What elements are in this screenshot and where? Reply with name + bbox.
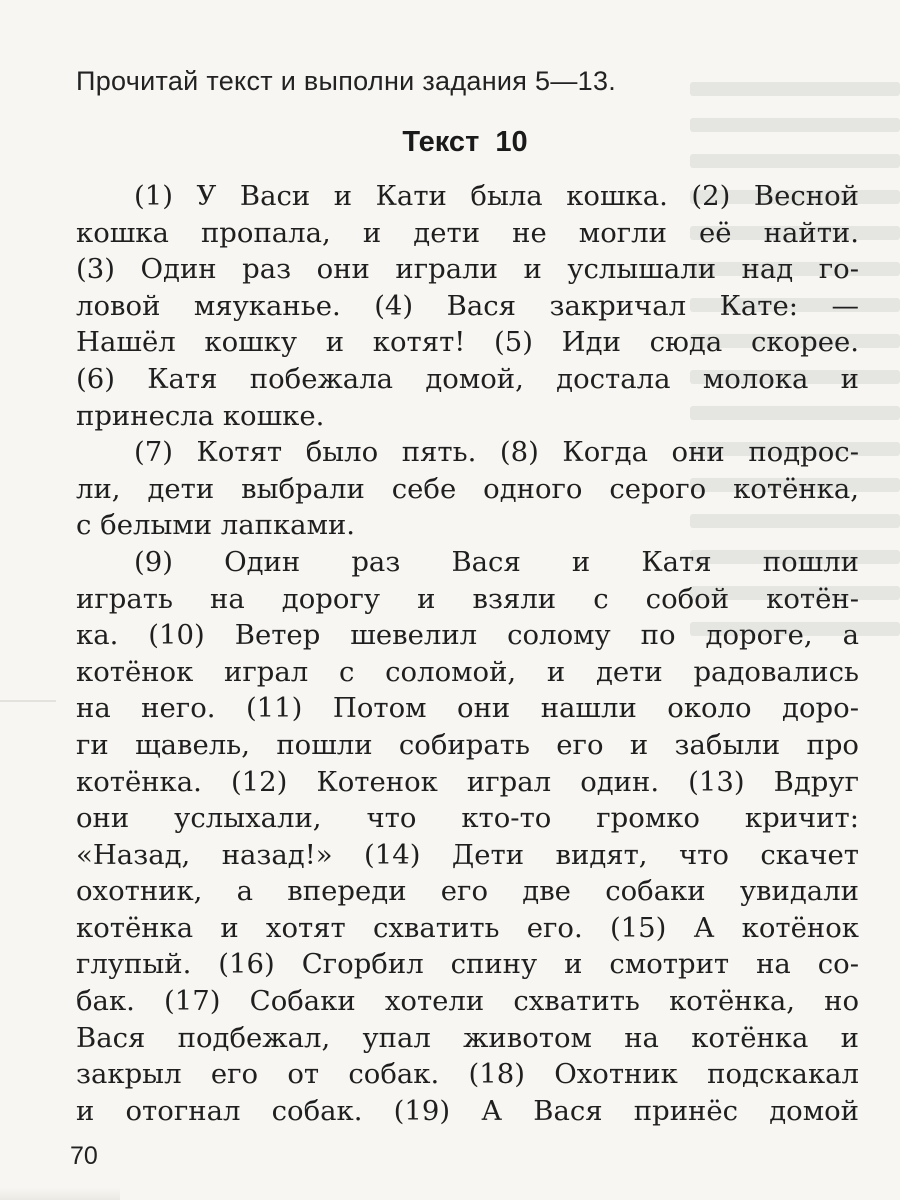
text-line: ка. (10) Ветер шевелил солому по дороге, а [76, 619, 859, 652]
text-line: (3) Один раз они играли и услышали над го- [76, 253, 859, 286]
text-line: с белыми лапками. [76, 509, 356, 542]
text-line: кошка пропала, и дети не могли её найти. [76, 216, 859, 249]
text-line: принесла кошке. [76, 399, 325, 432]
text-line: Вася подбежал, упал животом на котёнка и [76, 1021, 859, 1054]
story-text [76, 178, 859, 1129]
text-line: (6) Катя побежала домой, достала молока и [76, 362, 859, 395]
page-fold-shadow [0, 1188, 120, 1200]
text-line: глупый. (16) Сгорбил спину и смотрит на со- [76, 948, 859, 981]
text-line: (7) Котят было пять. (8) Когда они подрос- [134, 436, 859, 469]
text-line: закрыл его от собак. (18) Охотник подскакал [76, 1058, 859, 1091]
text-line: ловой мяуканье. (4) Вася закричал Кате: — [76, 289, 859, 322]
text-line: они услыхали, что кто-то громко кричит: [76, 802, 859, 835]
text-line: ли, дети выбрали себе одного серого котёнка, [76, 472, 859, 505]
text-line: котёнок играл с соломой, и дети радовались [76, 655, 859, 688]
page-number: 70 [70, 1142, 98, 1170]
text-line: бак. (17) Собаки хотели схватить котёнка, но [76, 985, 859, 1018]
text-line: ги щавель, пошли собирать его и забыли про [76, 728, 859, 761]
text-line: играть на дорогу и взяли с собой котён- [76, 582, 859, 615]
task-instruction: Прочитай текст и выполни задания 5—13. [76, 66, 617, 96]
text-line: охотник, а впереди его две собаки увидали [76, 875, 859, 908]
text-line: (1) У Васи и Кати была кошка. (2) Весной [134, 180, 859, 212]
text-line: котёнка и хотят схватить его. (15) А котёнок [76, 911, 859, 944]
page-edge-mark [0, 700, 56, 702]
text-line: Нашёл кошку и котят! (5) Иди сюда скорее. [76, 326, 859, 359]
text-line: «Назад, назад!» (14) Дети видят, что скачет [76, 838, 859, 871]
text-line: и отогнал собак. (19) А Вася принёс домой [76, 1094, 859, 1127]
text-line: котёнка. (12) Котенок играл один. (13) Вдруг [76, 765, 859, 798]
text-line: (9) Один раз Вася и Катя пошли [134, 545, 859, 578]
text-line: на него. (11) Потом они нашли около доро- [76, 692, 859, 725]
text-title: Текст 10 [402, 126, 528, 158]
